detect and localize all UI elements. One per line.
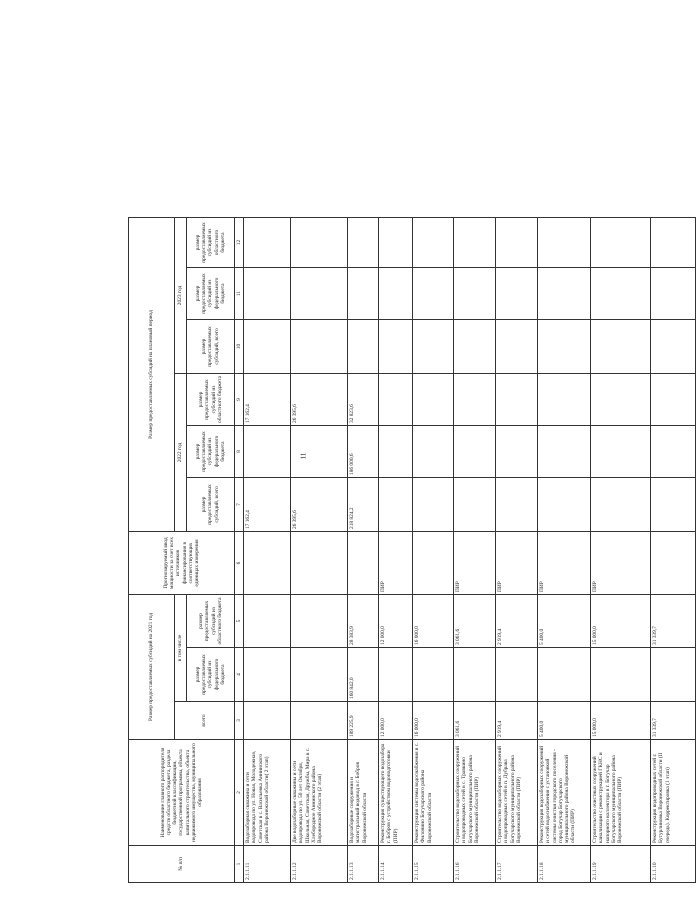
row-fed-2023 [454, 268, 496, 320]
table-row [496, 218, 538, 883]
row-number: 2.1.1.17 [496, 846, 538, 883]
col-number: 9 [235, 374, 244, 426]
header-total-2022: размер предоставляемых субсидий, всего [187, 478, 235, 532]
header-total-2021: всего [175, 702, 235, 740]
row-capacity [348, 532, 379, 595]
table-row [651, 218, 696, 883]
col-number: 6 [235, 532, 244, 595]
row-fed-2021 [591, 648, 651, 702]
table-row [379, 218, 413, 883]
col-number: 3 [235, 702, 244, 740]
col-number: 8 [235, 426, 244, 478]
table-row [244, 218, 291, 883]
table-row [291, 218, 348, 883]
row-obl-2022 [591, 374, 651, 426]
row-total-2022 [651, 478, 696, 532]
header-plan-period: Размер предоставляемых субсидий на плановый период [129, 218, 175, 532]
row-capacity [413, 532, 454, 595]
row-name: Строительство водозаборных сооружений и водопроводных сетей в с. Травкино Богучарского муниципального района Воронежской области (ПИР) [454, 740, 496, 846]
row-name: Две водозаборные скважины и сети водопровода по ул. 50 лет Октября, Школьная, Советская, Дружбы, Мира в с. Хлебородное Аннинского района Воронежской области (2 этап) [291, 740, 348, 846]
table-row [454, 218, 496, 883]
header-name: Наименование главного распорядителя средств областного бюджета, раздела бюджетной классификации, государственной программы, объекта капитального строительства, объекта недвижимого имущества, муниципального образования [129, 740, 235, 846]
row-total-2022: 218 824,2 [348, 478, 379, 532]
row-number: 2.1.1.19 [591, 846, 651, 883]
row-fed-2021 [496, 648, 538, 702]
row-obl-2022 [538, 374, 591, 426]
row-fed-2023 [379, 268, 413, 320]
row-fed-2022: 186 000,6 [348, 426, 379, 478]
row-name: Строительство водозаборных сооружений и водопроводных сетей в п. Дубрава Богучарского муниципального района Воронежской области (ПИР) [496, 740, 538, 846]
row-fed-2021 [538, 648, 591, 702]
row-fed-2022 [244, 426, 291, 478]
row-total-2022 [591, 478, 651, 532]
row-fed-2021 [413, 648, 454, 702]
header-capacity: Прогнозируемый ввод мощности за счет всех источников финансирования в соответствующих единицах измерения [129, 532, 235, 595]
row-total-2023 [496, 320, 538, 374]
row-number: 2.1.1.15 [413, 846, 454, 883]
row-number: 2.1.1.16 [454, 846, 496, 883]
row-obl-2021: 16 000,0 [413, 595, 454, 648]
row-obl-2021: 31 339,7 [651, 595, 696, 648]
row-capacity [291, 532, 348, 595]
row-obl-2023 [496, 218, 538, 268]
row-capacity: ПИР [454, 532, 496, 595]
row-capacity: ПИР [496, 532, 538, 595]
row-obl-2021: 15 000,0 [591, 595, 651, 648]
row-obl-2022 [496, 374, 538, 426]
row-name: Реконструкция водопроводных сетей г. Бутурлиновка Воронежской области (II очередь). Корректировка (1 этап) [651, 740, 696, 846]
row-total-2021: 3 061,6 [454, 702, 496, 740]
row-total-2022: 17 162,4 [244, 478, 291, 532]
row-obl-2022 [379, 374, 413, 426]
row-total-2023 [348, 320, 379, 374]
row-fed-2022 [651, 426, 696, 478]
row-total-2021 [291, 702, 348, 740]
row-name: Реконструкция существующего водозабора г. Бобров с устройством водоподготовки (ПИР) [379, 740, 413, 846]
row-name: Реконструкция системы водоснабжения в с. Филонино Богучарского района Воронежской области [413, 740, 454, 846]
header-year-2022: 2022 год [175, 374, 187, 532]
row-number: 2.1.1.13 [348, 846, 379, 883]
col-number: 12 [235, 218, 244, 268]
header-fed-2022: размер предоставляемых субсидий из федерального бюджета [187, 426, 235, 478]
row-obl-2021: 5 400,0 [538, 595, 591, 648]
row-fed-2022 [291, 426, 348, 478]
row-total-2022 [413, 478, 454, 532]
col-number: 1 [235, 846, 244, 883]
row-name: Водозаборная скважина и сети водопровода по ул. Новая, Молодежная, Советская в с. Васильевка Аннинского района Воронежской области( 2 этап) [244, 740, 291, 846]
col-number: 5 [235, 595, 244, 648]
row-capacity [244, 532, 291, 595]
page-number: 11 [299, 452, 308, 460]
table-row [591, 218, 651, 883]
row-number: 2.1.1.14 [379, 846, 413, 883]
table-row [348, 218, 379, 883]
row-fed-2022 [454, 426, 496, 478]
row-total-2021: 12 000,0 [379, 702, 413, 740]
row-total-2023 [591, 320, 651, 374]
row-total-2022 [454, 478, 496, 532]
row-fed-2021 [291, 648, 348, 702]
row-fed-2021 [454, 648, 496, 702]
row-total-2021 [244, 702, 291, 740]
row-fed-2023 [496, 268, 538, 320]
row-fed-2022 [538, 426, 591, 478]
row-obl-2021: 3 061,6 [454, 595, 496, 648]
row-obl-2023 [538, 218, 591, 268]
row-total-2023 [244, 320, 291, 374]
row-obl-2022: 32 823,6 [348, 374, 379, 426]
row-obl-2023 [244, 218, 291, 268]
row-number: 2.1.1.11 [244, 846, 291, 883]
header-incl: в том числе [175, 595, 187, 702]
column-number-row [235, 218, 244, 883]
table-row [413, 218, 454, 883]
row-fed-2023 [591, 268, 651, 320]
row-obl-2023 [379, 218, 413, 268]
row-fed-2023 [651, 268, 696, 320]
row-total-2022 [379, 478, 413, 532]
header-total-2023: размер предоставляемых субсидий, всего [187, 320, 235, 374]
row-obl-2023 [348, 218, 379, 268]
row-fed-2021 [651, 648, 696, 702]
row-fed-2023 [244, 268, 291, 320]
row-obl-2023 [291, 218, 348, 268]
row-name: Строительство очистных сооружений канализации с реконструкцией ГКНС и напорного коллектора в г. Богучар Богучарского муниципального района Воронежской области (ПИР) [591, 740, 651, 846]
row-obl-2023 [413, 218, 454, 268]
row-number: 2.1.1.12 [291, 846, 348, 883]
row-obl-2023 [591, 218, 651, 268]
row-total-2021: 15 000,0 [591, 702, 651, 740]
row-fed-2023 [348, 268, 379, 320]
row-total-2023 [379, 320, 413, 374]
row-number: 2.1.1.10 [651, 846, 696, 883]
row-name: Водозаборные сооружения и магистральный водовод в г. Бобров Воронежской области [348, 740, 379, 846]
row-fed-2022 [496, 426, 538, 478]
table-body [244, 218, 696, 883]
row-obl-2021: 12 000,0 [379, 595, 413, 648]
row-total-2021: 16 000,0 [413, 702, 454, 740]
row-fed-2022 [379, 426, 413, 478]
row-total-2023 [651, 320, 696, 374]
row-number: 2.1.1.18 [538, 846, 591, 883]
row-obl-2022: 17 162,4 [244, 374, 291, 426]
row-fed-2021 [244, 648, 291, 702]
row-total-2021: 31 339,7 [651, 702, 696, 740]
row-capacity [651, 532, 696, 595]
row-total-2022 [538, 478, 591, 532]
row-fed-2022 [413, 426, 454, 478]
header-obl-2021: размер предоставляемых субсидий из областного бюджета [187, 595, 235, 648]
table-row [538, 218, 591, 883]
row-fed-2021: 160 842,0 [348, 648, 379, 702]
col-number: 2 [235, 740, 244, 846]
row-obl-2022 [413, 374, 454, 426]
row-total-2022: 26 395,6 [291, 478, 348, 532]
row-total-2023 [291, 320, 348, 374]
row-obl-2022: 26 395,6 [291, 374, 348, 426]
header-year-2023: 2023 год [175, 218, 187, 374]
row-total-2022 [496, 478, 538, 532]
header-fed-2021: размер предоставляемых субсидий из федерального бюджета [187, 648, 235, 702]
row-total-2023 [413, 320, 454, 374]
col-number: 4 [235, 648, 244, 702]
header-num: № п/п [129, 846, 235, 883]
row-obl-2023 [651, 218, 696, 268]
row-total-2023 [538, 320, 591, 374]
col-number: 11 [235, 268, 244, 320]
row-obl-2023 [454, 218, 496, 268]
row-capacity: ПИР [379, 532, 413, 595]
row-obl-2021: 28 383,9 [348, 595, 379, 648]
row-total-2021: 2 919,4 [496, 702, 538, 740]
row-obl-2021: 2 919,4 [496, 595, 538, 648]
row-total-2023 [454, 320, 496, 374]
row-total-2021: 189 225,9 [348, 702, 379, 740]
header-obl-2022: размер предоставляемых субсидий из областного бюджета [187, 374, 235, 426]
row-fed-2023 [538, 268, 591, 320]
header-obl-2023: размер предоставляемых субсидий из областного бюджета [187, 218, 235, 268]
row-obl-2021 [244, 595, 291, 648]
row-fed-2021 [379, 648, 413, 702]
row-fed-2023 [291, 268, 348, 320]
row-fed-2023 [413, 268, 454, 320]
row-obl-2021 [291, 595, 348, 648]
row-capacity: ПИР [591, 532, 651, 595]
col-number: 10 [235, 320, 244, 374]
row-capacity: ПИР [538, 532, 591, 595]
row-name: Реконструкция водозаборных сооружений и сетей водоснабжения с установкой системы очистки городского поселения - город Богучар Богучарского муниципального района Воронежской области (ПИР) [538, 740, 591, 846]
header-fed-2023: размер предоставляемых субсидий из федерального бюджета [187, 268, 235, 320]
row-total-2021: 5 400,0 [538, 702, 591, 740]
subsidy-table [128, 217, 696, 883]
row-obl-2022 [651, 374, 696, 426]
header-subs-2021: Размер предоставляемых субсидий на 2021 год [129, 595, 175, 740]
row-fed-2022 [591, 426, 651, 478]
col-number: 7 [235, 478, 244, 532]
row-obl-2022 [454, 374, 496, 426]
